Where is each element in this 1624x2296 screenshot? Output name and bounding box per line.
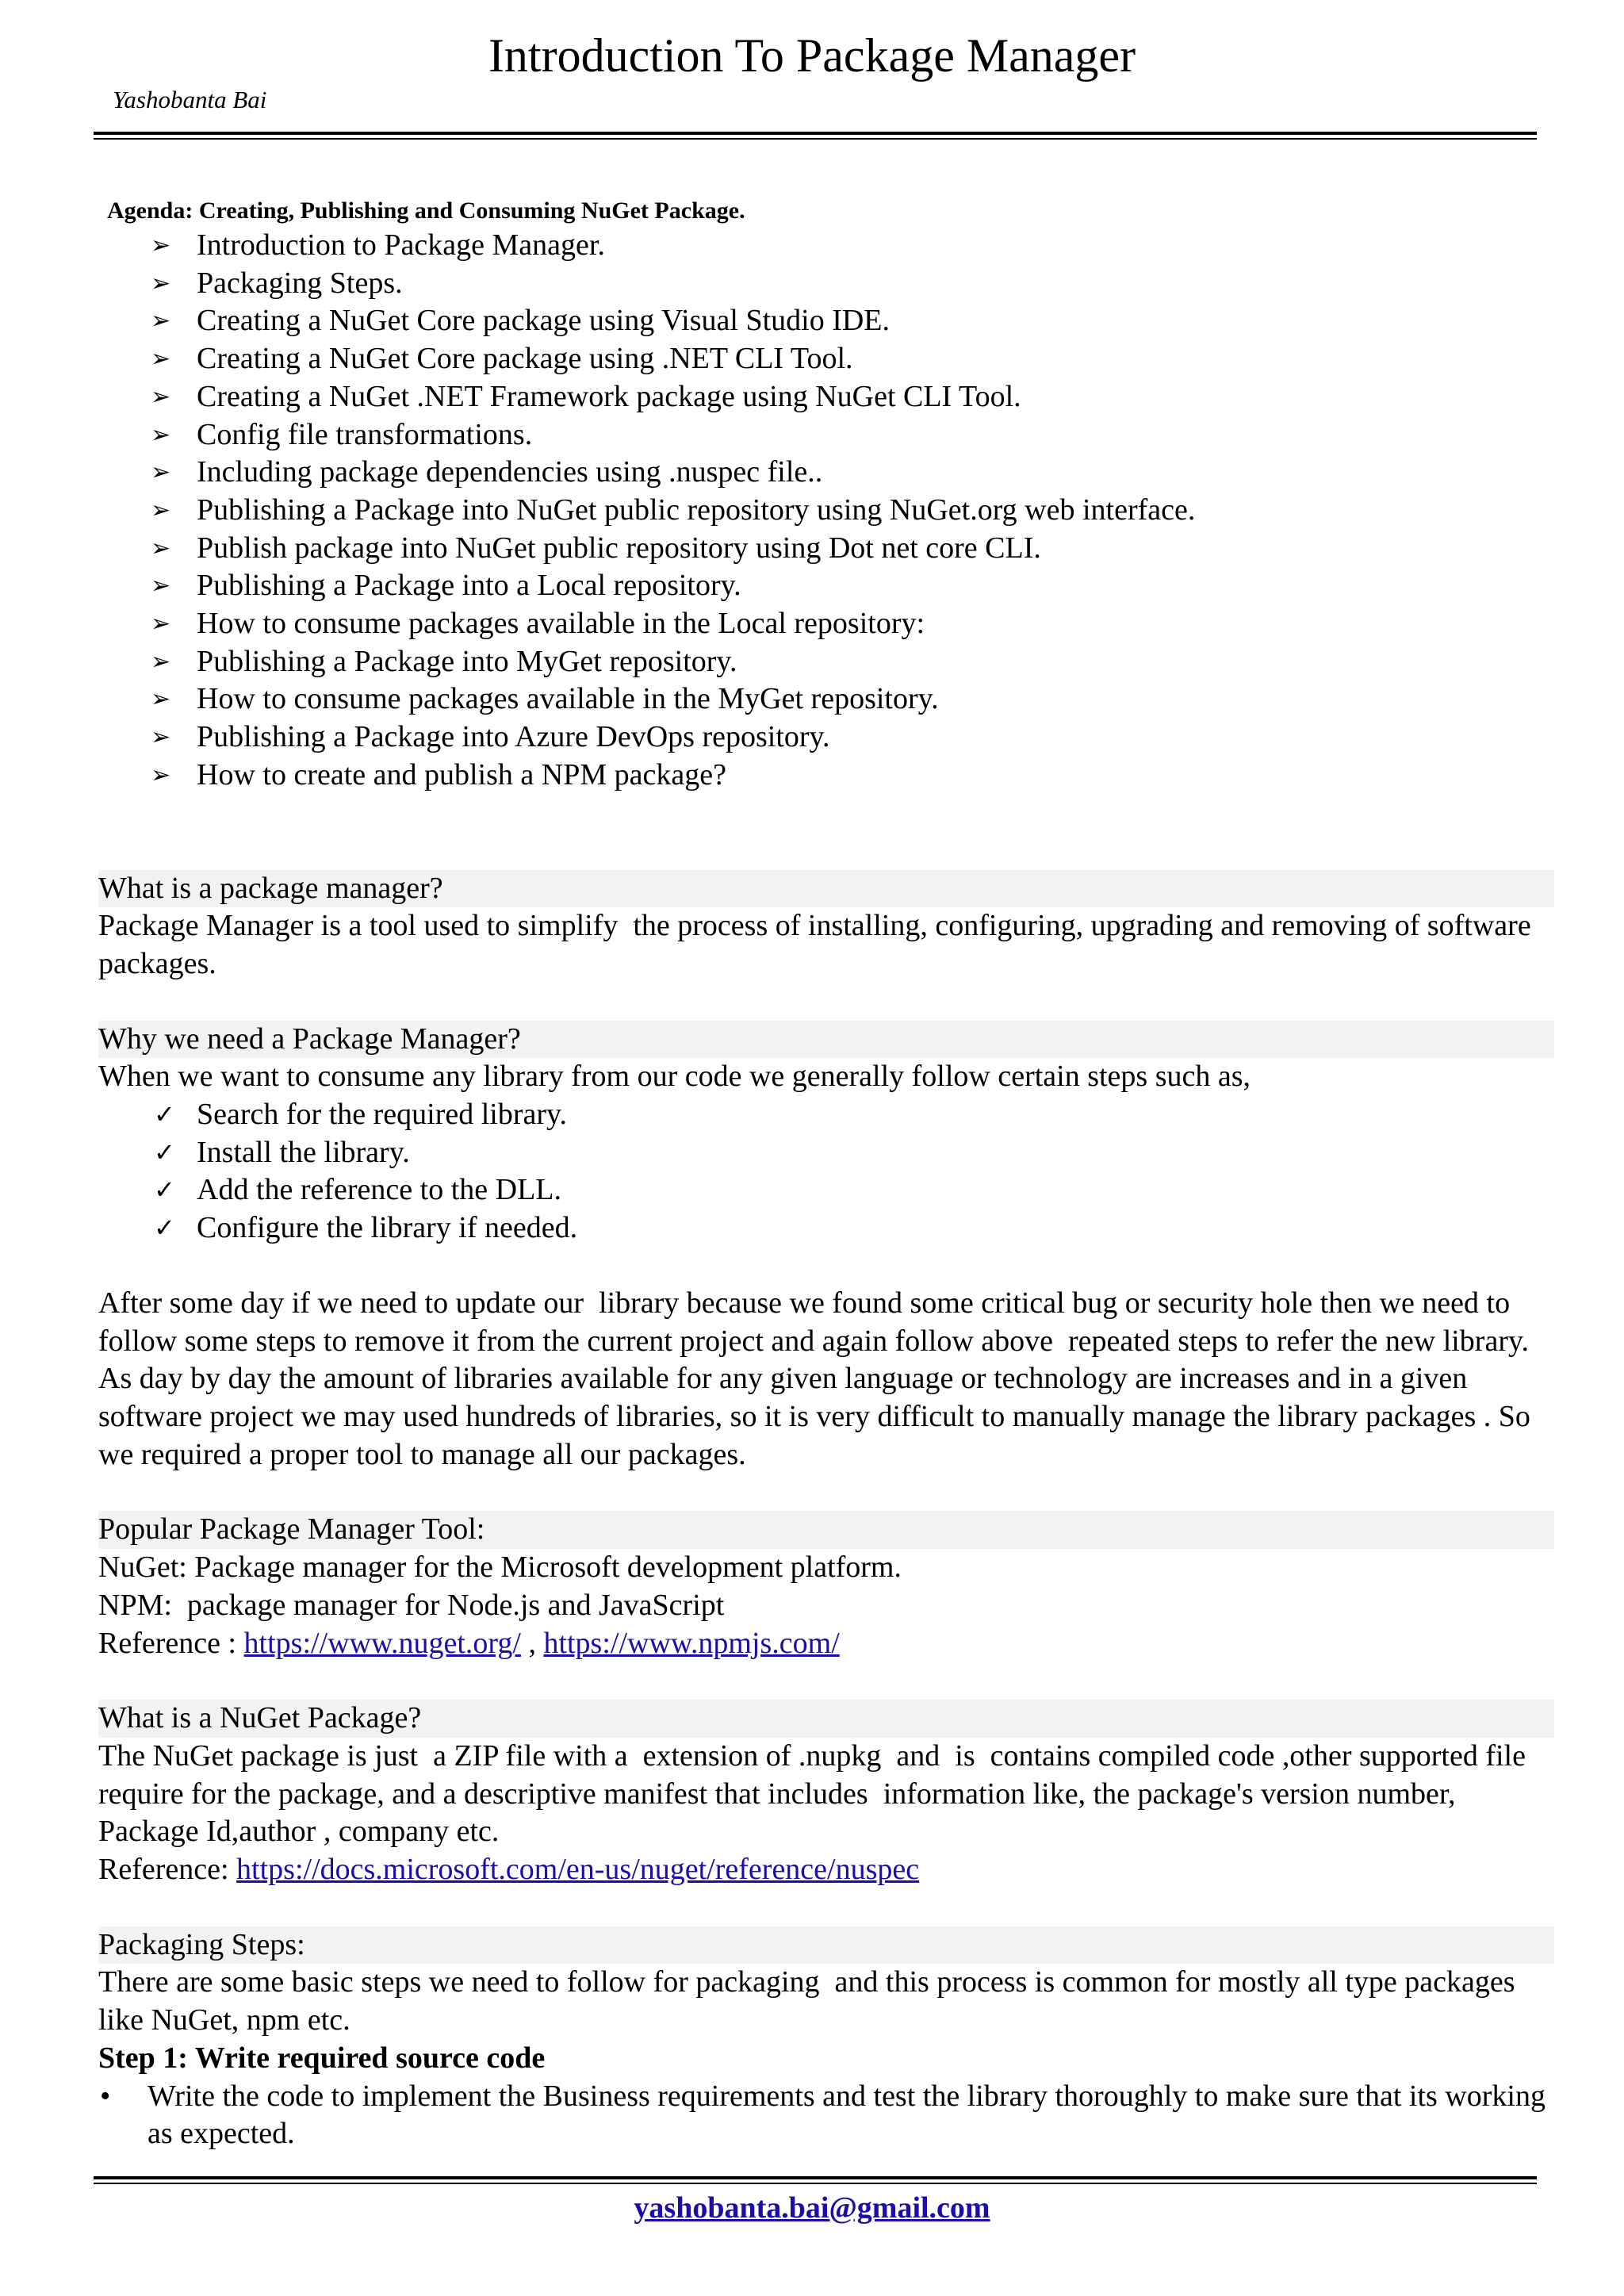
arrow-bullet-icon: ➢ [151, 761, 171, 789]
checkmark-icon: ✓ [154, 1137, 175, 1167]
agenda-item-label: How to create and publish a NPM package? [197, 757, 726, 792]
popular-nuget: NuGet: Package manager for the Microsoft development platform. [98, 1550, 902, 1585]
agenda-item [98, 416, 1557, 454]
agenda-item-label: Publish package into NuGet public repository using Dot net core CLI. [197, 531, 1041, 565]
agenda-item [98, 605, 1557, 643]
checkmark-icon: ✓ [154, 1213, 175, 1244]
agenda-item [98, 378, 1557, 416]
npmjs-link[interactable]: https://www.npmjs.com/ [543, 1626, 840, 1660]
step-label: Add the reference to the DLL. [197, 1173, 562, 1207]
author-name: Yashobanta Bai [113, 86, 267, 113]
agenda-item-label: Introduction to Package Manager. [197, 228, 605, 262]
header-rule-top [94, 132, 1537, 135]
agenda-item [98, 340, 1557, 378]
arrow-bullet-icon: ➢ [151, 420, 171, 449]
page-title: Introduction To Package Manager [488, 29, 1136, 82]
disc-bullet-icon: • [100, 2079, 111, 2113]
step1-title: Step 1: Write required source code [98, 2041, 546, 2075]
agenda-item-label: Publishing a Package into MyGet repository. [197, 644, 737, 678]
agenda-item [98, 530, 1557, 568]
section-heading-nuget-package: What is a NuGet Package? [98, 1700, 1554, 1738]
list-item [98, 1134, 1557, 1172]
step1-bullets [98, 2078, 1557, 2153]
list-item [98, 1209, 1557, 1248]
footer-rule-top [94, 2176, 1537, 2179]
agenda-item-label: Creating a NuGet Core package using .NET CLI Tool. [197, 342, 853, 376]
checkmark-icon: ✓ [154, 1099, 175, 1130]
section-heading-what-is: What is a package manager? [98, 870, 1554, 908]
nuget-link[interactable]: https://www.nuget.org/ [243, 1626, 521, 1660]
arrow-bullet-icon: ➢ [151, 610, 171, 638]
section-heading-popular: Popular Package Manager Tool: [98, 1511, 1554, 1549]
what-is-body: Package Manager is a tool used to simplify the process of installing, configuring, upgrading and removing of software packages. [98, 909, 1539, 980]
reference-label: Reference : [98, 1626, 244, 1660]
arrow-bullet-icon: ➢ [151, 496, 171, 524]
arrow-bullet-icon: ➢ [151, 232, 171, 259]
agenda-list [98, 227, 1557, 795]
arrow-bullet-icon: ➢ [151, 307, 171, 335]
footer-email-link[interactable]: yashobanta.bai@gmail.com [634, 2191, 990, 2225]
agenda-item-label: Config file transformations. [197, 417, 533, 451]
arrow-bullet-icon: ➢ [151, 534, 171, 562]
step-label: Search for the required library. [197, 1098, 568, 1132]
agenda-item-label: Creating a NuGet Core package using Visual Studio IDE. [197, 304, 890, 338]
agenda-item [98, 265, 1557, 303]
arrow-bullet-icon: ➢ [151, 723, 171, 752]
agenda-item-label: How to consume packages available in the MyGet repository. [197, 682, 939, 716]
arrow-bullet-icon: ➢ [151, 345, 171, 374]
why-intro: When we want to consume any library from our code we generally follow certain steps such as, [98, 1060, 1251, 1094]
document-body [98, 195, 1557, 2153]
list-item [98, 1171, 1557, 1209]
popular-reference [98, 1625, 1557, 1663]
header-rule-bottom [94, 138, 1537, 140]
arrow-bullet-icon: ➢ [151, 382, 171, 411]
agenda-item [98, 680, 1557, 719]
agenda-item [98, 302, 1557, 340]
agenda-item-label: Packaging Steps. [197, 266, 403, 300]
agenda-item [98, 567, 1557, 605]
agenda-item-label: Including package dependencies using .nuspec file.. [197, 455, 823, 489]
footer-rule-bottom [94, 2183, 1537, 2184]
nuspec-docs-link[interactable]: https://docs.microsoft.com/en-us/nuget/reference/nuspec [236, 1853, 920, 1887]
reference-separator: , [520, 1626, 544, 1660]
arrow-bullet-icon: ➢ [151, 572, 171, 600]
list-item [98, 1096, 1557, 1134]
agenda-item [98, 454, 1557, 492]
arrow-bullet-icon: ➢ [151, 647, 171, 676]
agenda-item-label: How to consume packages available in the Local repository: [197, 607, 925, 641]
arrow-bullet-icon: ➢ [151, 269, 171, 297]
agenda-item [98, 492, 1557, 530]
arrow-bullet-icon: ➢ [151, 458, 171, 487]
arrow-bullet-icon: ➢ [151, 685, 171, 714]
section-heading-packaging-steps: Packaging Steps: [98, 1926, 1554, 1964]
list-item [98, 2078, 1557, 2153]
why-body: After some day if we need to update our library because we found some critical bug or security hole then we need to follow some steps to remove it from the current project and again follow above repeated steps to refer the new library. As day by day the amount of libraries available for any given language or technology are increases and in a given software project we may used hundreds of libraries, so it is very difficult to manually manage the library packages . So we required a proper tool to manage all our packages. [98, 1286, 1538, 1471]
agenda-item [98, 719, 1557, 757]
checkmark-icon: ✓ [154, 1175, 175, 1205]
reference-label: Reference: [98, 1853, 237, 1887]
agenda-item [98, 227, 1557, 265]
section-heading-why: Why we need a Package Manager? [98, 1021, 1554, 1059]
packaging-body: There are some basic steps we need to follow for packaging and this process is common for mostly all type packages like NuGet, npm etc. [98, 1965, 1530, 2037]
agenda-item-label: Publishing a Package into NuGet public repository using NuGet.org web interface. [197, 493, 1196, 527]
agenda-heading: Agenda: Creating, Publishing and Consuming NuGet Package. [107, 197, 745, 224]
nuget-package-body: The NuGet package is just a ZIP file with a extension of .nupkg and is contains compiled code ,other supported file require for the package, and a descriptive manifest that includes information like, the package's version number, Package Id,author , company etc. [98, 1738, 1534, 1849]
step-label: Configure the library if needed. [197, 1211, 578, 1245]
popular-npm: NPM: package manager for Node.js and JavaScript [98, 1588, 725, 1622]
why-steps-list [98, 1096, 1557, 1248]
agenda-item-label: Publishing a Package into a Local repository. [197, 569, 741, 603]
agenda-item [98, 643, 1557, 681]
bullet-text: Write the code to implement the Business requirements and test the library thoroughly to make sure that its working as expected. [147, 2079, 1545, 2151]
nuget-package-reference [98, 1851, 1557, 1889]
step-label: Install the library. [197, 1135, 410, 1169]
agenda-item-label: Creating a NuGet .NET Framework package using NuGet CLI Tool. [197, 379, 1021, 413]
agenda-item-label: Publishing a Package into Azure DevOps repository. [197, 720, 830, 754]
agenda-item [98, 757, 1557, 795]
